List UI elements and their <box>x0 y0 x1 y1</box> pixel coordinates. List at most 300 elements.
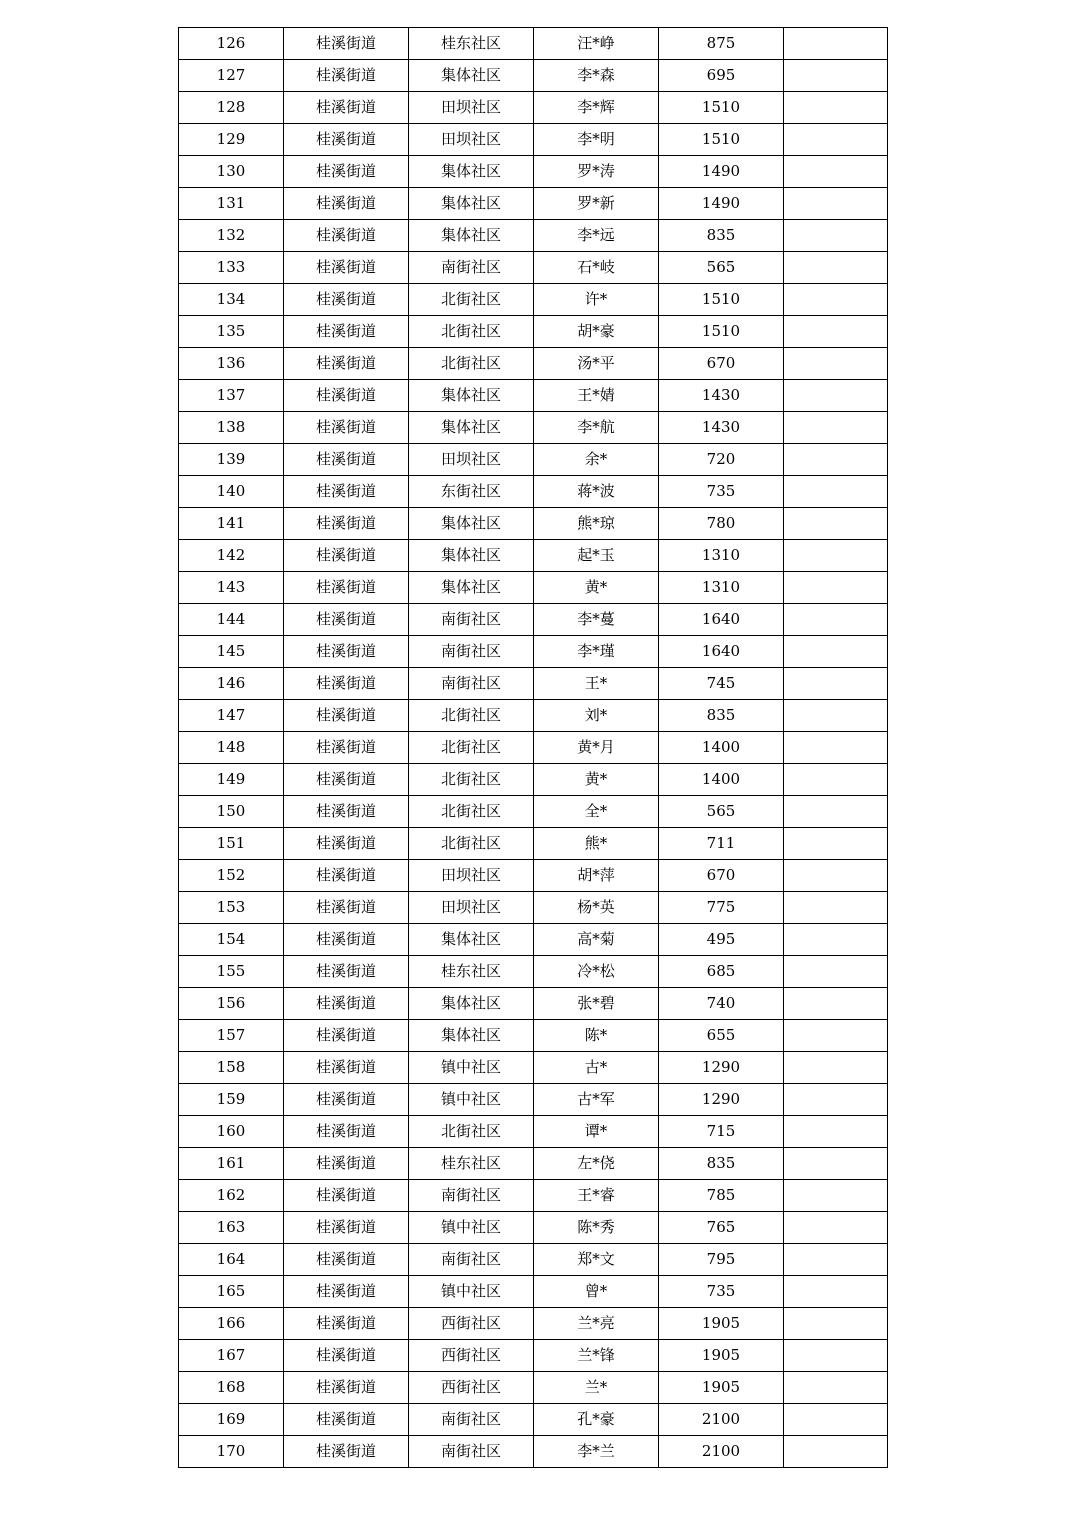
table-row <box>179 572 888 604</box>
cell-note <box>784 60 888 92</box>
cell-number: 170 <box>179 1436 284 1468</box>
cell-amount: 745 <box>659 668 784 700</box>
cell-amount: 1430 <box>659 380 784 412</box>
cell-street: 桂溪街道 <box>284 156 409 188</box>
table-row <box>179 1212 888 1244</box>
cell-number: 152 <box>179 860 284 892</box>
cell-amount: 655 <box>659 1020 784 1052</box>
cell-note <box>784 252 888 284</box>
cell-amount: 875 <box>659 28 784 60</box>
cell-community: 集体社区 <box>409 988 534 1020</box>
cell-name: 汪*峥 <box>534 28 659 60</box>
cell-street: 桂溪街道 <box>284 1116 409 1148</box>
cell-amount: 1400 <box>659 732 784 764</box>
cell-amount: 740 <box>659 988 784 1020</box>
cell-community: 集体社区 <box>409 188 534 220</box>
cell-community: 北街社区 <box>409 828 534 860</box>
cell-number: 127 <box>179 60 284 92</box>
cell-note <box>784 476 888 508</box>
cell-number: 165 <box>179 1276 284 1308</box>
table-row <box>179 636 888 668</box>
cell-street: 桂溪街道 <box>284 1308 409 1340</box>
table-row <box>179 444 888 476</box>
cell-amount: 670 <box>659 348 784 380</box>
cell-name: 李*远 <box>534 220 659 252</box>
cell-community: 田坝社区 <box>409 124 534 156</box>
cell-community: 北街社区 <box>409 764 534 796</box>
cell-number: 149 <box>179 764 284 796</box>
cell-amount: 670 <box>659 860 784 892</box>
cell-name: 李*森 <box>534 60 659 92</box>
cell-community: 集体社区 <box>409 572 534 604</box>
table-row <box>179 28 888 60</box>
cell-amount: 1640 <box>659 636 784 668</box>
cell-street: 桂溪街道 <box>284 636 409 668</box>
cell-number: 146 <box>179 668 284 700</box>
table-row <box>179 1084 888 1116</box>
cell-number: 138 <box>179 412 284 444</box>
table-row <box>179 60 888 92</box>
cell-community: 镇中社区 <box>409 1084 534 1116</box>
table-row <box>179 732 888 764</box>
cell-street: 桂溪街道 <box>284 28 409 60</box>
table-row <box>179 92 888 124</box>
cell-number: 141 <box>179 508 284 540</box>
table-row <box>179 316 888 348</box>
cell-street: 桂溪街道 <box>284 1404 409 1436</box>
cell-number: 161 <box>179 1148 284 1180</box>
cell-amount: 1905 <box>659 1372 784 1404</box>
cell-street: 桂溪街道 <box>284 476 409 508</box>
cell-street: 桂溪街道 <box>284 828 409 860</box>
cell-name: 李*航 <box>534 412 659 444</box>
cell-number: 147 <box>179 700 284 732</box>
table-row <box>179 380 888 412</box>
table-row <box>179 764 888 796</box>
cell-community: 集体社区 <box>409 156 534 188</box>
cell-amount: 1400 <box>659 764 784 796</box>
cell-number: 167 <box>179 1340 284 1372</box>
table-row <box>179 988 888 1020</box>
cell-community: 集体社区 <box>409 924 534 956</box>
cell-name: 余* <box>534 444 659 476</box>
cell-community: 集体社区 <box>409 412 534 444</box>
cell-amount: 695 <box>659 60 784 92</box>
cell-note <box>784 1340 888 1372</box>
cell-note <box>784 380 888 412</box>
table-row <box>179 1116 888 1148</box>
cell-name: 陈* <box>534 1020 659 1052</box>
cell-number: 145 <box>179 636 284 668</box>
cell-community: 西街社区 <box>409 1372 534 1404</box>
cell-amount: 720 <box>659 444 784 476</box>
cell-number: 135 <box>179 316 284 348</box>
cell-amount: 835 <box>659 220 784 252</box>
cell-note <box>784 92 888 124</box>
cell-street: 桂溪街道 <box>284 508 409 540</box>
table-row <box>179 220 888 252</box>
cell-street: 桂溪街道 <box>284 1148 409 1180</box>
cell-community: 田坝社区 <box>409 444 534 476</box>
cell-community: 南街社区 <box>409 604 534 636</box>
cell-street: 桂溪街道 <box>284 1052 409 1084</box>
cell-note <box>784 604 888 636</box>
table-row <box>179 1308 888 1340</box>
cell-amount: 495 <box>659 924 784 956</box>
cell-note <box>784 124 888 156</box>
cell-community: 西街社区 <box>409 1340 534 1372</box>
table-row <box>179 700 888 732</box>
cell-name: 黄*月 <box>534 732 659 764</box>
table-row <box>179 1340 888 1372</box>
cell-number: 144 <box>179 604 284 636</box>
cell-note <box>784 988 888 1020</box>
cell-amount: 565 <box>659 252 784 284</box>
cell-number: 128 <box>179 92 284 124</box>
cell-street: 桂溪街道 <box>284 284 409 316</box>
cell-street: 桂溪街道 <box>284 1276 409 1308</box>
cell-name: 胡*豪 <box>534 316 659 348</box>
cell-number: 136 <box>179 348 284 380</box>
cell-name: 熊*琼 <box>534 508 659 540</box>
cell-number: 160 <box>179 1116 284 1148</box>
cell-community: 集体社区 <box>409 508 534 540</box>
cell-name: 全* <box>534 796 659 828</box>
cell-amount: 1290 <box>659 1084 784 1116</box>
cell-street: 桂溪街道 <box>284 1436 409 1468</box>
cell-name: 黄* <box>534 572 659 604</box>
cell-number: 129 <box>179 124 284 156</box>
cell-street: 桂溪街道 <box>284 732 409 764</box>
cell-note <box>784 1212 888 1244</box>
cell-name: 罗*新 <box>534 188 659 220</box>
cell-community: 田坝社区 <box>409 860 534 892</box>
cell-number: 159 <box>179 1084 284 1116</box>
cell-community: 田坝社区 <box>409 92 534 124</box>
cell-amount: 1905 <box>659 1340 784 1372</box>
cell-amount: 795 <box>659 1244 784 1276</box>
cell-name: 李*兰 <box>534 1436 659 1468</box>
cell-street: 桂溪街道 <box>284 1244 409 1276</box>
cell-name: 谭* <box>534 1116 659 1148</box>
cell-amount: 1310 <box>659 540 784 572</box>
cell-street: 桂溪街道 <box>284 1180 409 1212</box>
cell-name: 兰* <box>534 1372 659 1404</box>
cell-note <box>784 1116 888 1148</box>
cell-note <box>784 1052 888 1084</box>
cell-number: 130 <box>179 156 284 188</box>
cell-street: 桂溪街道 <box>284 1212 409 1244</box>
cell-amount: 1310 <box>659 572 784 604</box>
cell-street: 桂溪街道 <box>284 796 409 828</box>
table-row <box>179 252 888 284</box>
cell-name: 兰*锋 <box>534 1340 659 1372</box>
cell-amount: 765 <box>659 1212 784 1244</box>
cell-number: 166 <box>179 1308 284 1340</box>
cell-note <box>784 28 888 60</box>
cell-number: 148 <box>179 732 284 764</box>
cell-community: 北街社区 <box>409 700 534 732</box>
data-table <box>178 27 888 1468</box>
cell-name: 许* <box>534 284 659 316</box>
cell-community: 南街社区 <box>409 668 534 700</box>
cell-community: 南街社区 <box>409 1404 534 1436</box>
cell-street: 桂溪街道 <box>284 540 409 572</box>
cell-street: 桂溪街道 <box>284 572 409 604</box>
cell-name: 兰*亮 <box>534 1308 659 1340</box>
cell-note <box>784 444 888 476</box>
table-row <box>179 1052 888 1084</box>
cell-community: 集体社区 <box>409 540 534 572</box>
cell-number: 143 <box>179 572 284 604</box>
cell-amount: 1290 <box>659 1052 784 1084</box>
cell-name: 刘* <box>534 700 659 732</box>
cell-amount: 785 <box>659 1180 784 1212</box>
cell-street: 桂溪街道 <box>284 188 409 220</box>
cell-amount: 1905 <box>659 1308 784 1340</box>
cell-street: 桂溪街道 <box>284 380 409 412</box>
cell-community: 东街社区 <box>409 476 534 508</box>
cell-community: 北街社区 <box>409 348 534 380</box>
cell-street: 桂溪街道 <box>284 316 409 348</box>
cell-note <box>784 1244 888 1276</box>
cell-note <box>784 284 888 316</box>
cell-street: 桂溪街道 <box>284 348 409 380</box>
cell-name: 张*碧 <box>534 988 659 1020</box>
cell-amount: 775 <box>659 892 784 924</box>
cell-community: 北街社区 <box>409 796 534 828</box>
cell-number: 137 <box>179 380 284 412</box>
cell-amount: 1490 <box>659 188 784 220</box>
table-row <box>179 924 888 956</box>
cell-name: 杨*英 <box>534 892 659 924</box>
cell-amount: 1640 <box>659 604 784 636</box>
table-row <box>179 1404 888 1436</box>
cell-note <box>784 1276 888 1308</box>
cell-name: 王*睿 <box>534 1180 659 1212</box>
cell-name: 汤*平 <box>534 348 659 380</box>
cell-street: 桂溪街道 <box>284 92 409 124</box>
cell-note <box>784 956 888 988</box>
cell-community: 集体社区 <box>409 220 534 252</box>
cell-name: 王* <box>534 668 659 700</box>
table-row <box>179 1372 888 1404</box>
cell-note <box>784 924 888 956</box>
table-row <box>179 124 888 156</box>
cell-amount: 835 <box>659 700 784 732</box>
cell-note <box>784 1372 888 1404</box>
cell-number: 157 <box>179 1020 284 1052</box>
cell-name: 王*婧 <box>534 380 659 412</box>
cell-note <box>784 508 888 540</box>
table-row <box>179 828 888 860</box>
cell-number: 154 <box>179 924 284 956</box>
cell-community: 南街社区 <box>409 636 534 668</box>
cell-note <box>784 796 888 828</box>
table-body <box>179 28 888 1468</box>
table-row <box>179 1180 888 1212</box>
cell-community: 北街社区 <box>409 316 534 348</box>
table-row <box>179 1020 888 1052</box>
cell-name: 黄* <box>534 764 659 796</box>
cell-street: 桂溪街道 <box>284 220 409 252</box>
cell-note <box>784 636 888 668</box>
table-row <box>179 508 888 540</box>
cell-note <box>784 860 888 892</box>
cell-number: 131 <box>179 188 284 220</box>
cell-note <box>784 668 888 700</box>
cell-note <box>784 1308 888 1340</box>
cell-number: 133 <box>179 252 284 284</box>
table-row <box>179 156 888 188</box>
cell-note <box>784 316 888 348</box>
cell-community: 集体社区 <box>409 380 534 412</box>
cell-note <box>784 892 888 924</box>
cell-street: 桂溪街道 <box>284 988 409 1020</box>
table-row <box>179 1436 888 1468</box>
cell-street: 桂溪街道 <box>284 1340 409 1372</box>
cell-number: 134 <box>179 284 284 316</box>
table-row <box>179 956 888 988</box>
cell-note <box>784 1436 888 1468</box>
cell-amount: 685 <box>659 956 784 988</box>
cell-community: 田坝社区 <box>409 892 534 924</box>
cell-name: 胡*萍 <box>534 860 659 892</box>
cell-note <box>784 1020 888 1052</box>
cell-street: 桂溪街道 <box>284 1020 409 1052</box>
table-row <box>179 1148 888 1180</box>
cell-number: 126 <box>179 28 284 60</box>
cell-name: 高*菊 <box>534 924 659 956</box>
cell-community: 南街社区 <box>409 1180 534 1212</box>
cell-amount: 1510 <box>659 284 784 316</box>
cell-name: 李*辉 <box>534 92 659 124</box>
cell-amount: 1490 <box>659 156 784 188</box>
cell-amount: 565 <box>659 796 784 828</box>
cell-name: 石*岐 <box>534 252 659 284</box>
cell-community: 桂东社区 <box>409 1148 534 1180</box>
cell-number: 169 <box>179 1404 284 1436</box>
cell-name: 李*明 <box>534 124 659 156</box>
cell-amount: 711 <box>659 828 784 860</box>
cell-amount: 2100 <box>659 1436 784 1468</box>
table-row <box>179 604 888 636</box>
cell-note <box>784 188 888 220</box>
cell-note <box>784 1404 888 1436</box>
cell-note <box>784 156 888 188</box>
cell-street: 桂溪街道 <box>284 60 409 92</box>
cell-amount: 780 <box>659 508 784 540</box>
cell-community: 北街社区 <box>409 732 534 764</box>
cell-street: 桂溪街道 <box>284 1372 409 1404</box>
table-row <box>179 668 888 700</box>
cell-note <box>784 764 888 796</box>
cell-name: 古* <box>534 1052 659 1084</box>
table-row <box>179 892 888 924</box>
table-row <box>179 348 888 380</box>
cell-note <box>784 540 888 572</box>
cell-name: 罗*涛 <box>534 156 659 188</box>
cell-street: 桂溪街道 <box>284 444 409 476</box>
table-row <box>179 860 888 892</box>
cell-community: 镇中社区 <box>409 1212 534 1244</box>
cell-street: 桂溪街道 <box>284 700 409 732</box>
cell-number: 153 <box>179 892 284 924</box>
cell-amount: 1510 <box>659 124 784 156</box>
table-row <box>179 284 888 316</box>
cell-number: 158 <box>179 1052 284 1084</box>
cell-amount: 735 <box>659 476 784 508</box>
cell-amount: 715 <box>659 1116 784 1148</box>
cell-name: 冷*松 <box>534 956 659 988</box>
table-row <box>179 540 888 572</box>
cell-note <box>784 412 888 444</box>
cell-number: 151 <box>179 828 284 860</box>
cell-community: 桂东社区 <box>409 956 534 988</box>
cell-number: 132 <box>179 220 284 252</box>
cell-note <box>784 1084 888 1116</box>
table-row <box>179 1276 888 1308</box>
cell-street: 桂溪街道 <box>284 892 409 924</box>
cell-amount: 835 <box>659 1148 784 1180</box>
cell-number: 156 <box>179 988 284 1020</box>
cell-community: 镇中社区 <box>409 1052 534 1084</box>
cell-street: 桂溪街道 <box>284 1084 409 1116</box>
cell-community: 集体社区 <box>409 1020 534 1052</box>
cell-street: 桂溪街道 <box>284 924 409 956</box>
table-row <box>179 188 888 220</box>
cell-note <box>784 828 888 860</box>
cell-community: 南街社区 <box>409 252 534 284</box>
cell-community: 桂东社区 <box>409 28 534 60</box>
cell-number: 164 <box>179 1244 284 1276</box>
cell-community: 西街社区 <box>409 1308 534 1340</box>
cell-amount: 1430 <box>659 412 784 444</box>
cell-community: 北街社区 <box>409 284 534 316</box>
cell-name: 古*军 <box>534 1084 659 1116</box>
cell-number: 162 <box>179 1180 284 1212</box>
cell-number: 155 <box>179 956 284 988</box>
cell-amount: 2100 <box>659 1404 784 1436</box>
cell-number: 163 <box>179 1212 284 1244</box>
cell-name: 李*瑾 <box>534 636 659 668</box>
cell-name: 曾* <box>534 1276 659 1308</box>
cell-street: 桂溪街道 <box>284 764 409 796</box>
cell-note <box>784 348 888 380</box>
cell-name: 左*侥 <box>534 1148 659 1180</box>
cell-note <box>784 732 888 764</box>
cell-name: 李*蔓 <box>534 604 659 636</box>
table-row <box>179 476 888 508</box>
cell-street: 桂溪街道 <box>284 956 409 988</box>
cell-street: 桂溪街道 <box>284 668 409 700</box>
cell-name: 孔*豪 <box>534 1404 659 1436</box>
cell-name: 郑*文 <box>534 1244 659 1276</box>
cell-name: 熊* <box>534 828 659 860</box>
cell-note <box>784 220 888 252</box>
cell-note <box>784 1148 888 1180</box>
cell-community: 镇中社区 <box>409 1276 534 1308</box>
cell-number: 168 <box>179 1372 284 1404</box>
cell-community: 南街社区 <box>409 1244 534 1276</box>
cell-name: 蒋*波 <box>534 476 659 508</box>
cell-note <box>784 572 888 604</box>
cell-note <box>784 1180 888 1212</box>
cell-note <box>784 700 888 732</box>
cell-street: 桂溪街道 <box>284 412 409 444</box>
cell-street: 桂溪街道 <box>284 124 409 156</box>
cell-name: 陈*秀 <box>534 1212 659 1244</box>
